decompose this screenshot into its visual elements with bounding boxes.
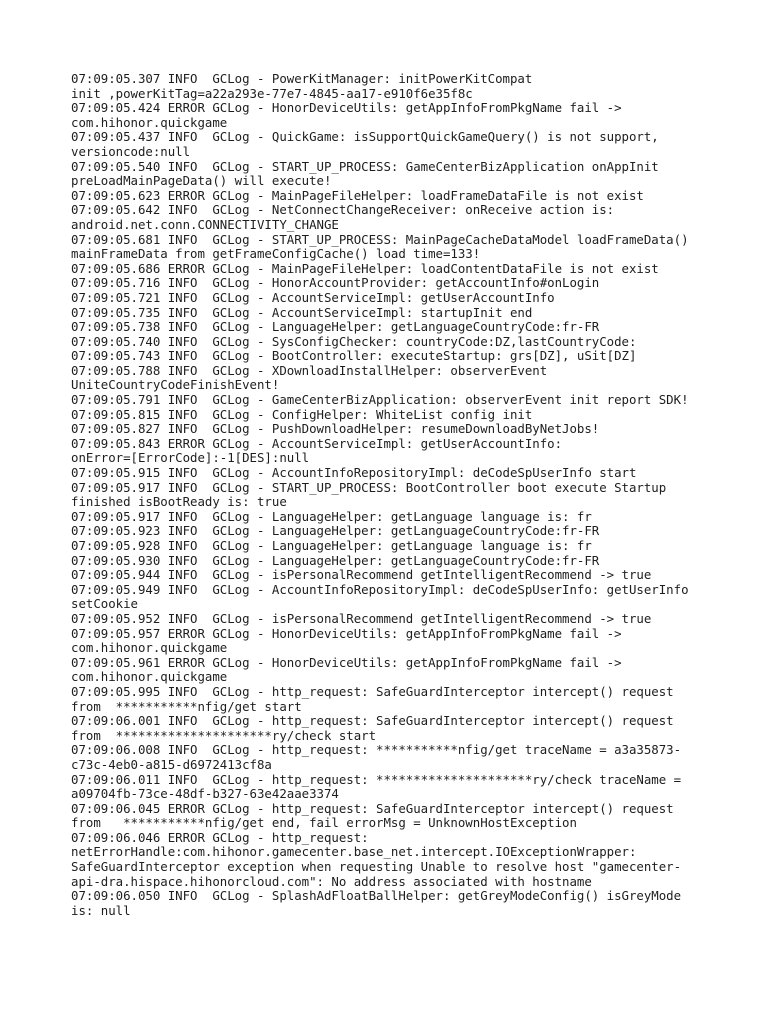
log-line: init ,powerKitTag=a22a293e-77e7-4845-aa17-e910f6e35f8c bbox=[71, 85, 473, 101]
log-line: 07:09:06.001 INFO GCLog - http_request: SafeGuardInterceptor intercept() request bbox=[71, 713, 674, 729]
log-line: 07:09:05.915 INFO GCLog - AccountInfoRepositoryImpl: deCodeSpUserInfo start bbox=[71, 465, 637, 481]
log-line: finished isBootReady is: true bbox=[71, 494, 287, 510]
log-line: from ***********nfig/get end, fail errorMsg = UnknownHostException bbox=[71, 815, 577, 831]
log-line: 07:09:05.952 INFO GCLog - isPersonalRecommend getIntelligentRecommend -> true bbox=[71, 610, 652, 626]
log-line: 07:09:05.944 INFO GCLog - isPersonalRecommend getIntelligentRecommend -> true bbox=[71, 567, 652, 583]
log-line: 07:09:05.735 INFO GCLog - AccountServiceImpl: startupInit end bbox=[71, 304, 533, 320]
log-line: 07:09:05.917 INFO GCLog - LanguageHelper: getLanguage language is: fr bbox=[71, 508, 592, 524]
log-line: 07:09:05.917 INFO GCLog - START_UP_PROCESS: BootController boot execute Startup bbox=[71, 479, 667, 495]
log-line: preLoadMainPageData() will execute! bbox=[71, 173, 332, 189]
log-line: android.net.conn.CONNECTIVITY_CHANGE bbox=[71, 216, 339, 232]
log-line: 07:09:05.923 INFO GCLog - LanguageHelper: getLanguageCountryCode:fr-FR bbox=[71, 523, 600, 539]
log-line: 07:09:06.045 ERROR GCLog - http_request: SafeGuardInterceptor intercept() request bbox=[71, 800, 674, 816]
log-line: 07:09:05.843 ERROR GCLog - AccountServiceImpl: getUserAccountInfo: bbox=[71, 435, 563, 451]
log-line: 07:09:05.642 INFO GCLog - NetConnectChangeReceiver: onReceive action is: bbox=[71, 202, 615, 218]
log-line: 07:09:05.721 INFO GCLog - AccountServiceImpl: getUserAccountInfo bbox=[71, 289, 555, 305]
log-line: 07:09:05.623 ERROR GCLog - MainPageFileHelper: loadFrameDataFile is not exist bbox=[71, 187, 644, 203]
log-text-block bbox=[71, 72, 711, 918]
log-line: netErrorHandle:com.hihonor.gamecenter.base_net.intercept.IOExceptionWrapper: bbox=[71, 844, 637, 860]
log-line: UniteCountryCodeFinishEvent! bbox=[71, 377, 280, 393]
log-line: 07:09:05.791 INFO GCLog - GameCenterBizApplication: observerEvent init report SDK! bbox=[71, 392, 689, 408]
log-line: 07:09:05.424 ERROR GCLog - HonorDeviceUtils: getAppInfoFromPkgName fail -> bbox=[71, 100, 622, 116]
log-line: api-dra.hispace.hihonorcloud.com": No address associated with hostname bbox=[71, 873, 592, 889]
log-line: 07:09:05.949 INFO GCLog - AccountInfoRepositoryImpl: deCodeSpUserInfo: getUserInfo bbox=[71, 581, 689, 597]
log-line: is: null bbox=[71, 902, 131, 918]
log-line: com.hihonor.quickgame bbox=[71, 669, 228, 685]
log-line: com.hihonor.quickgame bbox=[71, 114, 228, 130]
log-line: SafeGuardInterceptor exception when requesting Unable to resolve host "gamecenter- bbox=[71, 859, 682, 875]
log-line: 07:09:05.307 INFO GCLog - PowerKitManager: initPowerKitCompat bbox=[71, 71, 533, 86]
log-line: 07:09:05.686 ERROR GCLog - MainPageFileHelper: loadContentDataFile is not exist bbox=[71, 260, 659, 276]
log-line: from ***********nfig/get start bbox=[71, 698, 302, 714]
log-line: mainFrameData from getFrameConfigCache() load time=133! bbox=[71, 246, 481, 262]
log-line: 07:09:06.046 ERROR GCLog - http_request: bbox=[71, 829, 369, 845]
log-line: from *********************ry/check start bbox=[71, 727, 377, 743]
log-line: 07:09:05.743 INFO GCLog - BootController: executeStartup: grs[DZ], uSit[DZ] bbox=[71, 348, 637, 364]
log-line: 07:09:05.540 INFO GCLog - START_UP_PROCESS: GameCenterBizApplication onAppInit bbox=[71, 158, 659, 174]
log-line: versioncode:null bbox=[71, 143, 191, 159]
log-line: 07:09:05.716 INFO GCLog - HonorAccountProvider: getAccountInfo#onLogin bbox=[71, 275, 600, 291]
log-line: 07:09:05.738 INFO GCLog - LanguageHelper: getLanguageCountryCode:fr-FR bbox=[71, 319, 600, 335]
log-line: 07:09:05.957 ERROR GCLog - HonorDeviceUtils: getAppInfoFromPkgName fail -> bbox=[71, 625, 622, 641]
log-line: 07:09:05.827 INFO GCLog - PushDownloadHelper: resumeDownloadByNetJobs! bbox=[71, 421, 600, 437]
log-line: onError=[ErrorCode]:-1[DES]:null bbox=[71, 450, 310, 466]
log-line: 07:09:05.437 INFO GCLog - QuickGame: isSupportQuickGameQuery() is not support, bbox=[71, 129, 659, 145]
log-line: 07:09:06.050 INFO GCLog - SplashAdFloatBallHelper: getGreyModeConfig() isGreyMode bbox=[71, 888, 682, 904]
log-line: 07:09:05.681 INFO GCLog - START_UP_PROCESS: MainPageCacheDataModel loadFrameData() bbox=[71, 231, 689, 247]
log-line: 07:09:05.995 INFO GCLog - http_request: SafeGuardInterceptor intercept() request bbox=[71, 683, 674, 699]
log-line: 07:09:05.740 INFO GCLog - SysConfigChecker: countryCode:DZ,lastCountryCode: bbox=[71, 333, 637, 349]
log-line: 07:09:05.961 ERROR GCLog - HonorDeviceUtils: getAppInfoFromPkgName fail -> bbox=[71, 654, 622, 670]
log-line: 07:09:05.815 INFO GCLog - ConfigHelper: WhiteList config init bbox=[71, 406, 533, 422]
log-line: 07:09:06.011 INFO GCLog - http_request: *********************ry/check traceName = bbox=[71, 771, 682, 787]
log-line: a09704fb-73ce-48df-b327-63e42aae3374 bbox=[71, 786, 339, 802]
log-line: com.hihonor.quickgame bbox=[71, 640, 228, 656]
log-line: c73c-4eb0-a815-d6972413cf8a bbox=[71, 756, 272, 772]
log-line: setCookie bbox=[71, 596, 138, 612]
log-line: 07:09:05.930 INFO GCLog - LanguageHelper: getLanguageCountryCode:fr-FR bbox=[71, 552, 600, 568]
log-line: 07:09:06.008 INFO GCLog - http_request: ***********nfig/get traceName = a3a35873- bbox=[71, 742, 682, 758]
log-line: 07:09:05.788 INFO GCLog - XDownloadInstallHelper: observerEvent bbox=[71, 362, 548, 378]
log-line: 07:09:05.928 INFO GCLog - LanguageHelper: getLanguage language is: fr bbox=[71, 538, 592, 553]
